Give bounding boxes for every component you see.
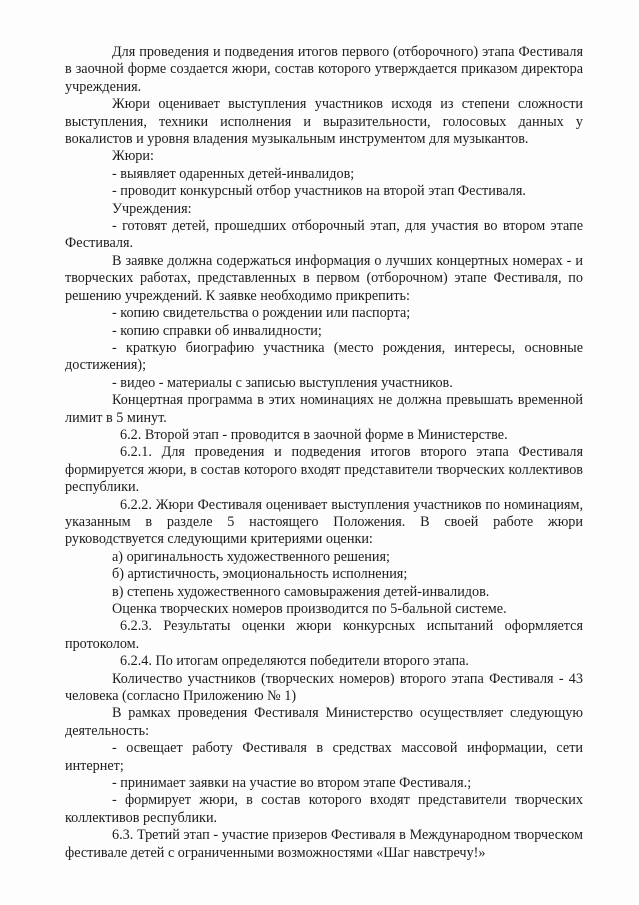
list-item-birth-certificate: - копию свидетельства о рождении или паспорта;: [112, 305, 411, 322]
section-6-2-3: 6.2.3. Результаты оценки жюри конкурсных испытаний оформляется протоколом.: [65, 618, 583, 652]
paragraph-scoring-system: Оценка творческих номеров производится по 5-бальной системе.: [112, 601, 507, 617]
section-6-2-1: 6.2.1. Для проведения и подведения итогов второго этапа Фестиваля формируется жюри, в состав которого входят представители творческих коллективов республики.: [65, 444, 583, 496]
criteria-item-a: а) оригинальность художественного решения;: [112, 548, 390, 565]
section-6-2: 6.2. Второй этап - проводится в заочной форме в Министерстве.: [120, 426, 508, 443]
paragraph-application-contents: В заявке должна содержаться информация о лучших концертных номерах - и творческих работах, представленных в первом (отборочном) этапе Фестиваля, по решению учреждений. К заявке необходимо прикрепить:: [65, 252, 583, 304]
section-6-3: 6.3. Третий этап - участие призеров Фестиваля в Международном творческом фестивале детей с ограниченными возможностями «Шаг навстречу!»: [65, 827, 583, 861]
paragraph-time-limit: Концертная программа в этих номинациях не должна превышать временной лимит в 5 минут.: [65, 392, 583, 426]
list-item-jury-identifies: - выявляет одаренных детей-инвалидов;: [112, 165, 355, 182]
criteria-item-b: б) артистичность, эмоциональность исполнения;: [112, 566, 408, 583]
criteria-item-c: в) степень художественного самовыражения детей-инвалидов.: [112, 583, 490, 600]
list-item-video-materials: - видео - материалы с записью выступления участников.: [112, 374, 453, 391]
paragraph-participant-count: Количество участников (творческих номеров) второго этапа Фестиваля - 43 человека (согласно Приложению № 1): [65, 670, 583, 705]
list-item-accepts-applications: - принимает заявки на участие во втором этапе Фестиваля.;: [112, 775, 472, 792]
list-item-biography: - краткую биографию участника (место рождения, интересы, основные достижения);: [65, 339, 583, 374]
paragraph-jury-evaluation: Жюри оценивает выступления участников исходя из степени сложности выступления, техники исполнения и выразительности, голосовых данных у вокалистов и уровня владения музыкальным инструментом для музыкантов.: [65, 96, 583, 148]
list-item-disability-certificate: - копию справки об инвалидности;: [112, 322, 322, 339]
list-item-jury-selection: - проводит конкурсный отбор участников на второй этап Фестиваля.: [112, 183, 526, 200]
paragraph-institutions-heading: Учреждения:: [112, 200, 192, 217]
paragraph-jury-heading: Жюри:: [112, 148, 154, 165]
section-6-2-4: 6.2.4. По итогам определяются победители второго этапа.: [120, 653, 469, 670]
section-6-2-2: 6.2.2. Жюри Фестиваля оценивает выступления участников по номинациям, указанным в разделе 5 настоящего Положения. В своей работе жюри руководствуется следующими критериями оценки:: [65, 496, 583, 548]
list-item-institutions-prepare: - готовят детей, прошедших отборочный этап, для участия во втором этапе Фестиваля.: [65, 218, 583, 252]
list-item-media-coverage: - освещает работу Фестиваля в средствах массовой информации, сети интернет;: [65, 740, 583, 774]
paragraph-jury-first-stage: Для проведения и подведения итогов первого (отборочного) этапа Фестиваля в заочной форме создается жюри, состав которого утверждается приказом директора учреждения.: [65, 44, 583, 95]
list-item-forms-jury: - формирует жюри, в состав которого входят представители творческих коллективов республики.: [65, 792, 583, 826]
paragraph-ministry-activities: В рамках проведения Фестиваля Министерство осуществляет следующую деятельность:: [65, 705, 583, 739]
document-body: [65, 44, 583, 862]
